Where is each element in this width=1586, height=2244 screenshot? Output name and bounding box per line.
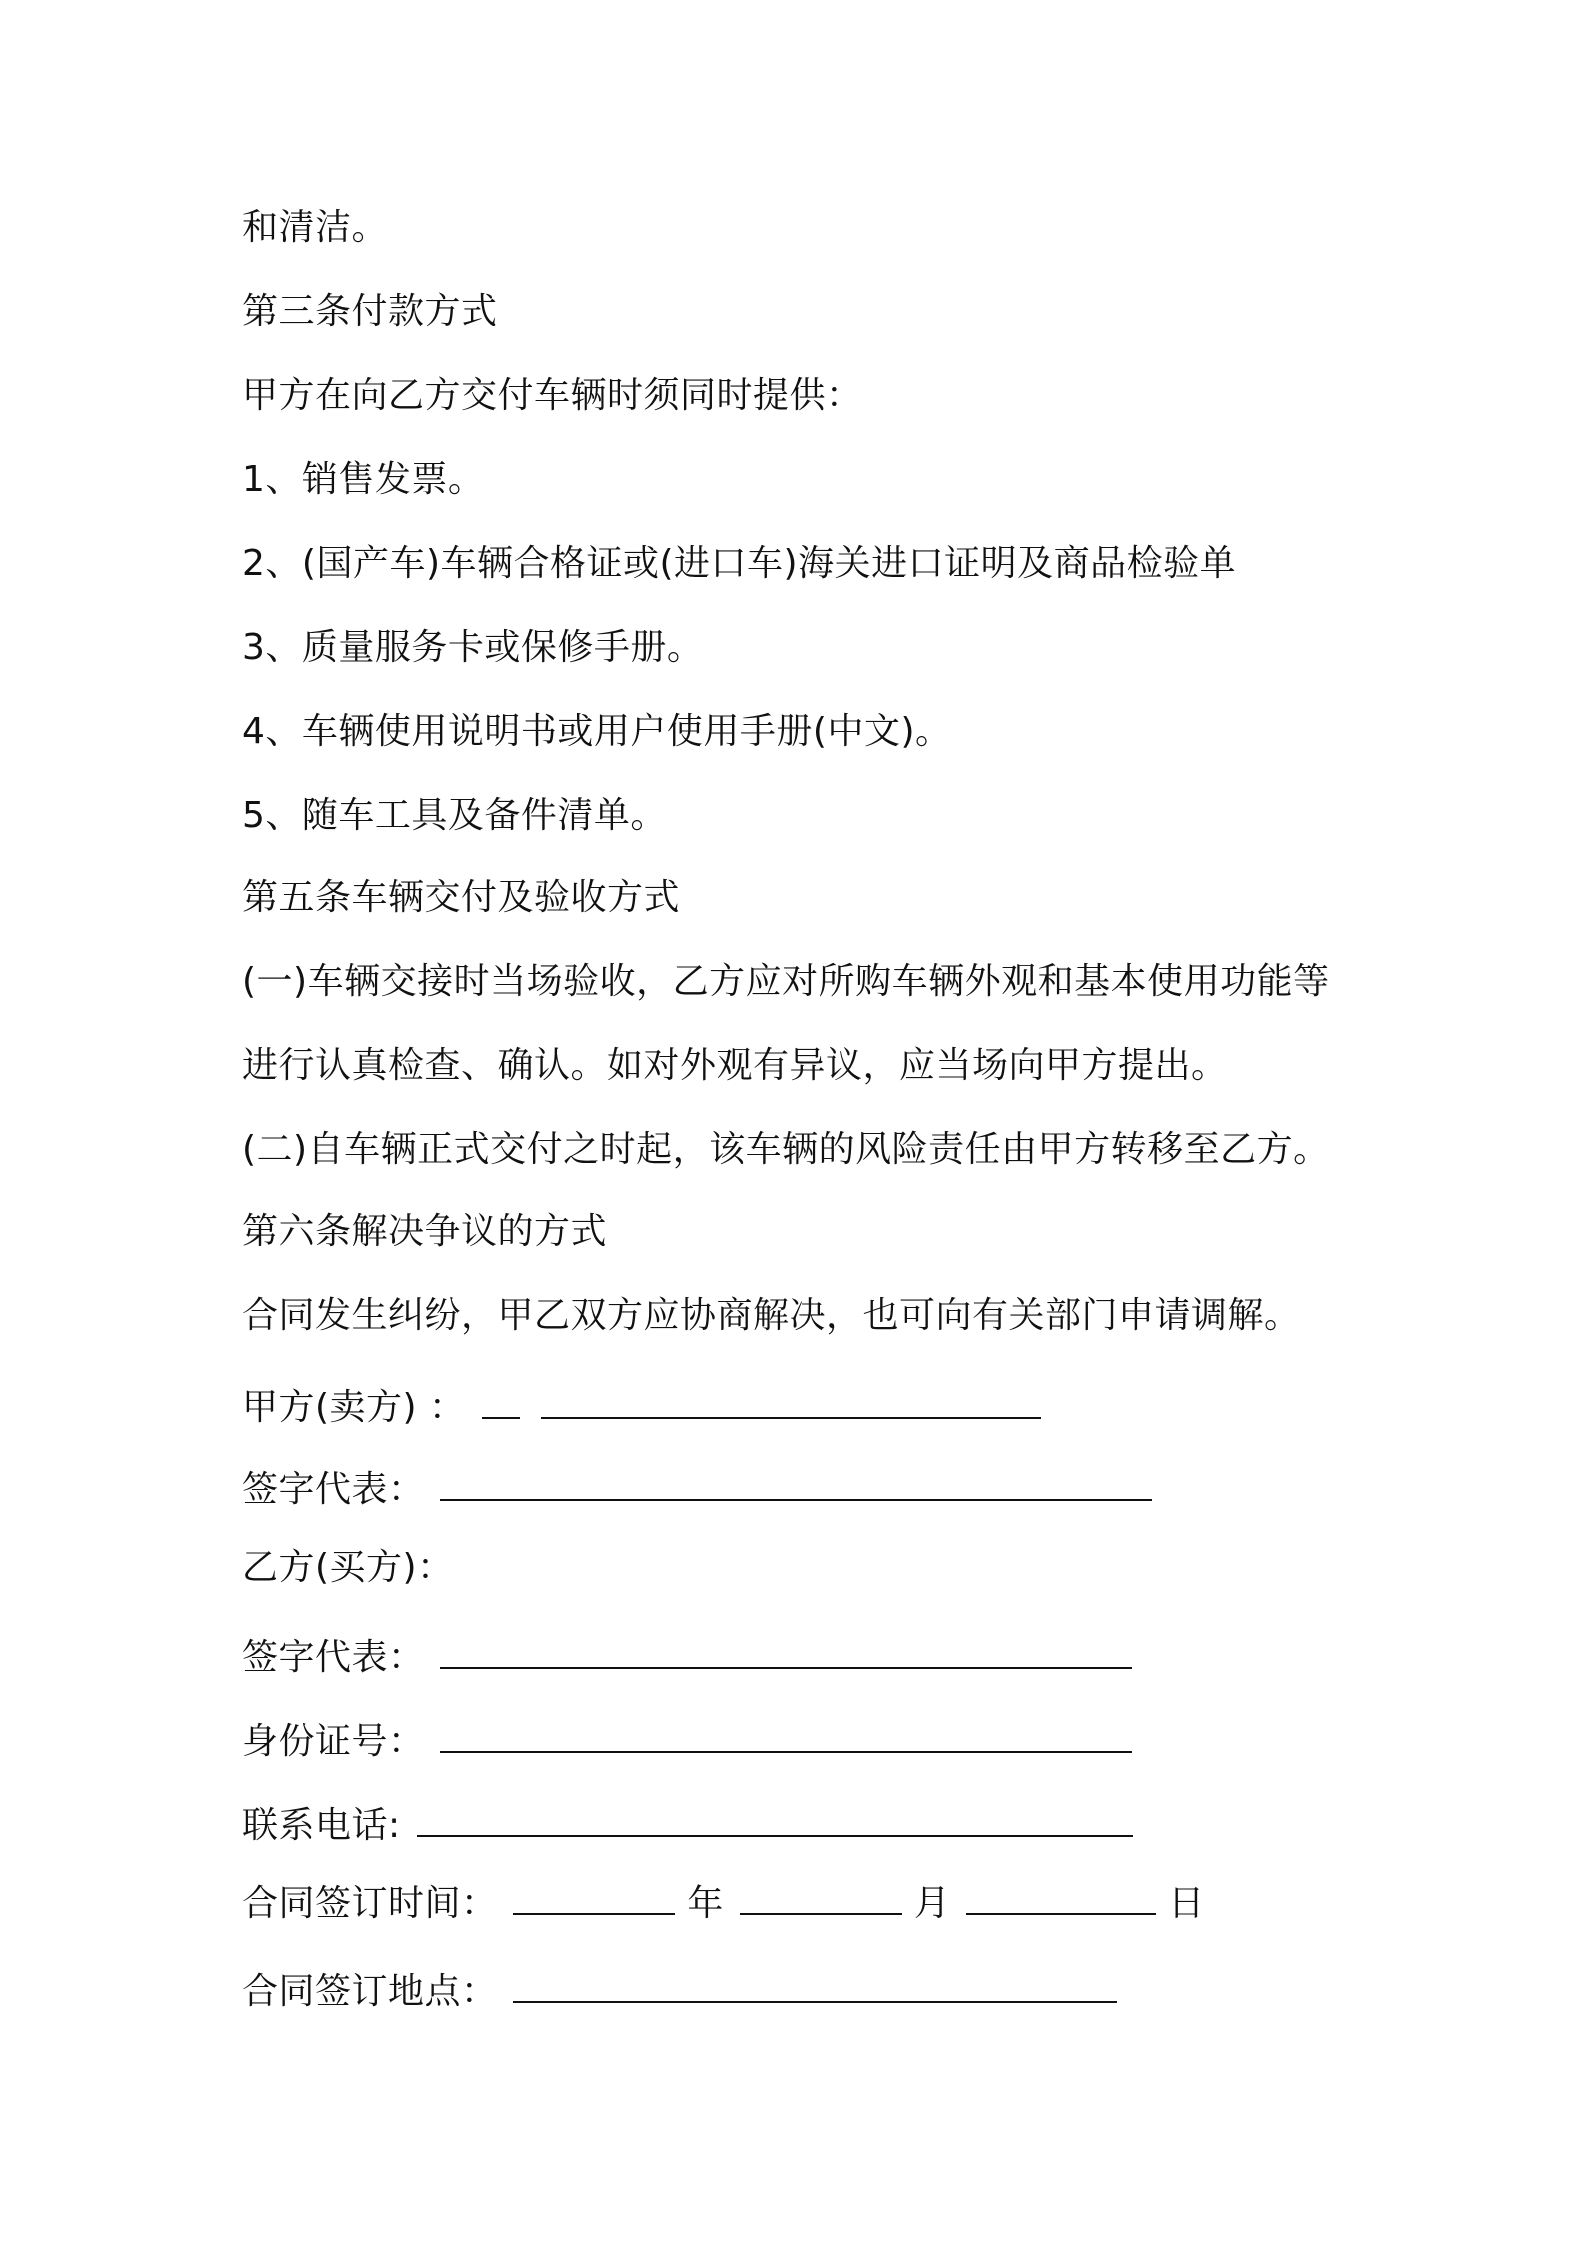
text-line: (一)车辆交接时当场验收，乙方应对所购车辆外观和基本使用功能等	[242, 961, 1330, 1002]
phone-label: 联系电话:	[242, 1805, 401, 1846]
month-label: 月	[913, 1883, 951, 1924]
month-blank[interactable]	[740, 1879, 902, 1915]
id-number-field	[242, 1717, 1132, 1765]
text-line: 进行认真检查、确认。如对外观有异议，应当场向甲方提出。	[242, 1045, 1228, 1086]
party-a-blank[interactable]	[541, 1383, 1041, 1419]
year-blank[interactable]	[513, 1879, 675, 1915]
sign-place-field	[242, 1967, 1117, 2015]
sign-date-field	[242, 1879, 1205, 1927]
party-a-blank-short[interactable]	[482, 1383, 520, 1419]
phone-field	[242, 1801, 1133, 1849]
section-heading: 第六条解决争议的方式	[242, 1211, 608, 1252]
party-a-label: 甲方(卖方) ：	[242, 1387, 466, 1428]
section-heading: 第五条车辆交付及验收方式	[242, 877, 681, 918]
list-item: 5、随车工具及备件清单。	[242, 795, 667, 836]
phone-blank[interactable]	[417, 1801, 1133, 1837]
text-line: 合同发生纠纷，甲乙双方应协商解决，也可向有关部门申请调解。	[242, 1295, 1301, 1336]
text-line: (二)自车辆正式交付之时起，该车辆的风险责任由甲方转移至乙方。	[242, 1129, 1330, 1170]
party-b-field	[242, 1545, 454, 1591]
party-b-rep-label: 签字代表：	[242, 1637, 425, 1678]
list-item: 4、车辆使用说明书或用户使用手册(中文)。	[242, 711, 952, 752]
sign-date-label: 合同签订时间：	[242, 1883, 498, 1924]
party-b-rep-blank[interactable]	[440, 1633, 1132, 1669]
sign-place-blank[interactable]	[513, 1967, 1117, 2003]
text-line: 和清洁。	[242, 207, 389, 248]
party-a-field	[242, 1383, 1041, 1431]
list-item: 2、(国产车)车辆合格证或(进口车)海关进口证明及商品检验单	[242, 543, 1237, 584]
list-item: 3、质量服务卡或保修手册。	[242, 627, 704, 668]
section-heading: 第三条付款方式	[242, 291, 498, 332]
id-number-label: 身份证号：	[242, 1721, 425, 1762]
id-number-blank[interactable]	[440, 1717, 1132, 1753]
list-item: 1、销售发票。	[242, 459, 485, 500]
party-b-rep-field	[242, 1633, 1132, 1681]
party-a-rep-label: 签字代表：	[242, 1469, 425, 1510]
party-a-rep-field	[242, 1465, 1152, 1513]
party-a-rep-blank[interactable]	[440, 1465, 1152, 1501]
text-line: 甲方在向乙方交付车辆时须同时提供：	[242, 375, 863, 416]
day-blank[interactable]	[966, 1879, 1156, 1915]
year-label: 年	[687, 1883, 724, 1924]
sign-place-label: 合同签订地点：	[242, 1971, 498, 2012]
party-b-label: 乙方(买方)：	[242, 1547, 454, 1588]
day-label: 日	[1168, 1883, 1205, 1924]
